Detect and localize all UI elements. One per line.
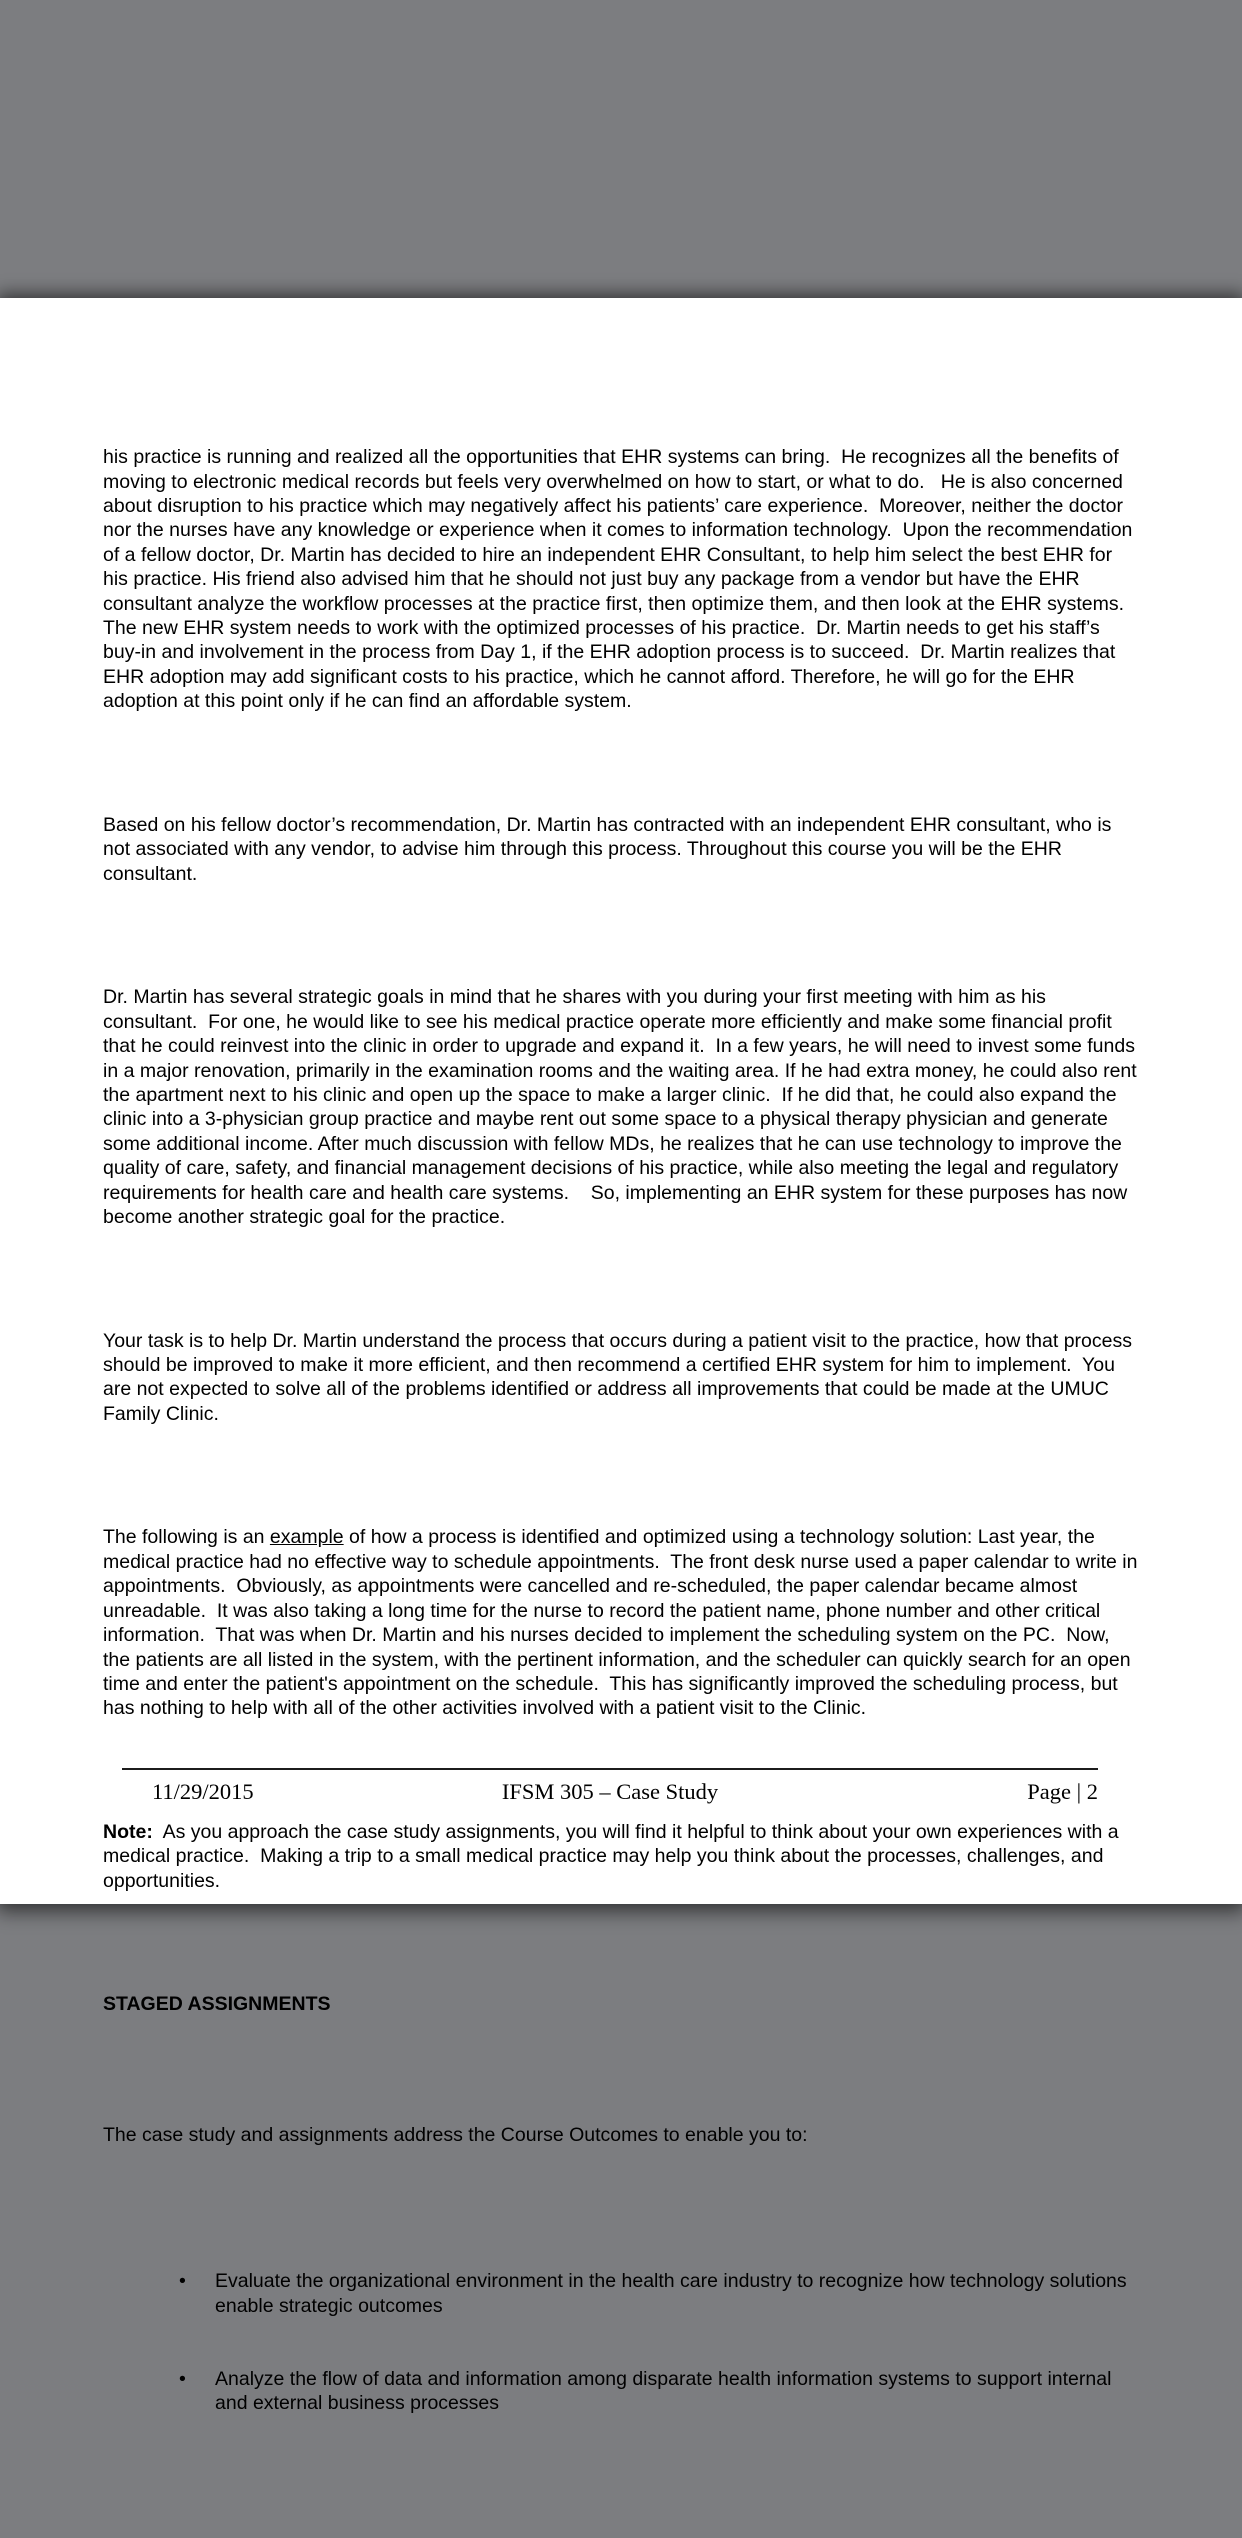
note-paragraph bbox=[103, 1820, 1140, 1893]
footer-title: IFSM 305 – Case Study bbox=[501, 1779, 719, 1804]
example-paragraph bbox=[103, 1525, 1143, 1720]
body-paragraph-4: Your task is to help Dr. Martin understand the process that occurs during a patient visit to the practice, how that process should be improved to make it more efficient, and then recommend a certified EHR system for him to implement. You are not expected to solve all of the problems identified or address all improvements that could be made at the UMUC Family Clinic. bbox=[103, 1329, 1138, 1425]
example-underlined-word: example bbox=[269, 1526, 344, 1549]
footer-date: 11/29/2015 bbox=[152, 1779, 254, 1804]
outcomes-list bbox=[103, 2221, 1140, 2465]
page-text-block bbox=[103, 372, 1143, 2538]
outcomes-intro: The case study and assignments address the Course Outcomes to enable you to: bbox=[103, 2124, 808, 2146]
footer-page-number: Page | 2 bbox=[1027, 1779, 1098, 1804]
list-item: • Analyze the flow of data and information among disparate health information systems to support internal and external business processes bbox=[103, 2367, 1140, 2416]
body-paragraph-2: Based on his fellow doctor’s recommendation, Dr. Martin has contracted with an independent EHR consultant, who is not associated with any vendor, to advise him through this process. Throughout this course you will be the EHR consultant. bbox=[103, 813, 1117, 885]
example-paragraph-before: The following is an bbox=[103, 1526, 270, 1549]
list-item: • Evaluate the organizational environment in the health care industry to recognize how technology solutions enable strategic outcomes bbox=[103, 2269, 1140, 2318]
section-heading: STAGED ASSIGNMENTS bbox=[103, 1993, 331, 2016]
example-paragraph-after: of how a process is identified and optimized using a technology solution: Last year, the medical practice had no effective way to schedule appointments. The front desk nurse used a paper calendar to write in appointments. Obviously, as appointments were cancelled and re-scheduled, the paper calendar became almost unreadable. It was also taking a long time for the nurse to record the patient name, phone number and other critical information. That was when Dr. Martin and his nurses decided to implement the scheduling system on the PC. Now, the patients are all listed in the system, with the pertinent information, and the scheduler can quickly search for an open time and enter the patient's appointment on the schedule. This has significantly improved the scheduling process, but has nothing to help with all of the other activities involved with a patient visit to the Clinic. bbox=[103, 1526, 1143, 1720]
body-paragraph-3: Dr. Martin has several strategic goals in mind that he shares with you during your first meeting with him as his consultant. For one, he would like to see his medical practice operate more efficiently and make some financial profit that he could reinvest into the clinic in order to upgrade and expand it. In a few years, he will need to invest some funds in a major renovation, primarily in the examination rooms and the waiting area. If he had extra money, he could also rent the apartment next to his clinic and open up the space to make a larger clinic. If he did that, he could also expand the clinic into a 3-physician group practice and maybe rent out some space to a physical therapy physician and generate some additional income. After much discussion with fellow MDs, he realizes that he can use technology to improve the quality of care, safety, and financial management decisions of his practice, while also meeting the legal and regulatory requirements for health care and health care systems. So, implementing an EHR system for these purposes has now become another strategic goal for the practice. bbox=[103, 986, 1143, 1228]
note-label: Note: bbox=[103, 1820, 153, 1843]
note-body: As you approach the case study assignments, you will find it helpful to think about your own experiences with a medical practice. Making a trip to a small medical practice may help you think about the processes, challenges, and opportunities. bbox=[103, 1820, 1125, 1892]
document-page bbox=[0, 298, 1242, 2415]
footer bbox=[122, 1768, 1098, 1805]
body-paragraph-1: his practice is running and realized all the opportunities that EHR systems can bring. He recognizes all the benefits of moving to electronic medical records but feels very overwhelmed on how to start, or what to do. He is also concerned about disruption to his practice which may negatively affect his patients’ care experience. Moreover, neither the doctor nor the nurses have any knowledge or experience when it comes to information technology. Upon the recommendation of a fellow doctor, Dr. Martin has decided to hire an independent EHR Consultant, to help him select the best EHR for his practice. His friend also advised him that he should not just buy any package from a vendor but have the EHR consultant analyze the workflow processes at the practice first, then optimize them, and then look at the EHR systems. The new EHR system needs to work with the optimized processes of his practice. Dr. Martin needs to get his staff’s buy-in and involvement in the process from Day 1, if the EHR adoption process is to succeed. Dr. Martin realizes that EHR adoption may add significant costs to his practice, which he cannot afford. Therefore, he will go for the EHR adoption at this point only if he can find an affordable system. bbox=[103, 446, 1138, 713]
